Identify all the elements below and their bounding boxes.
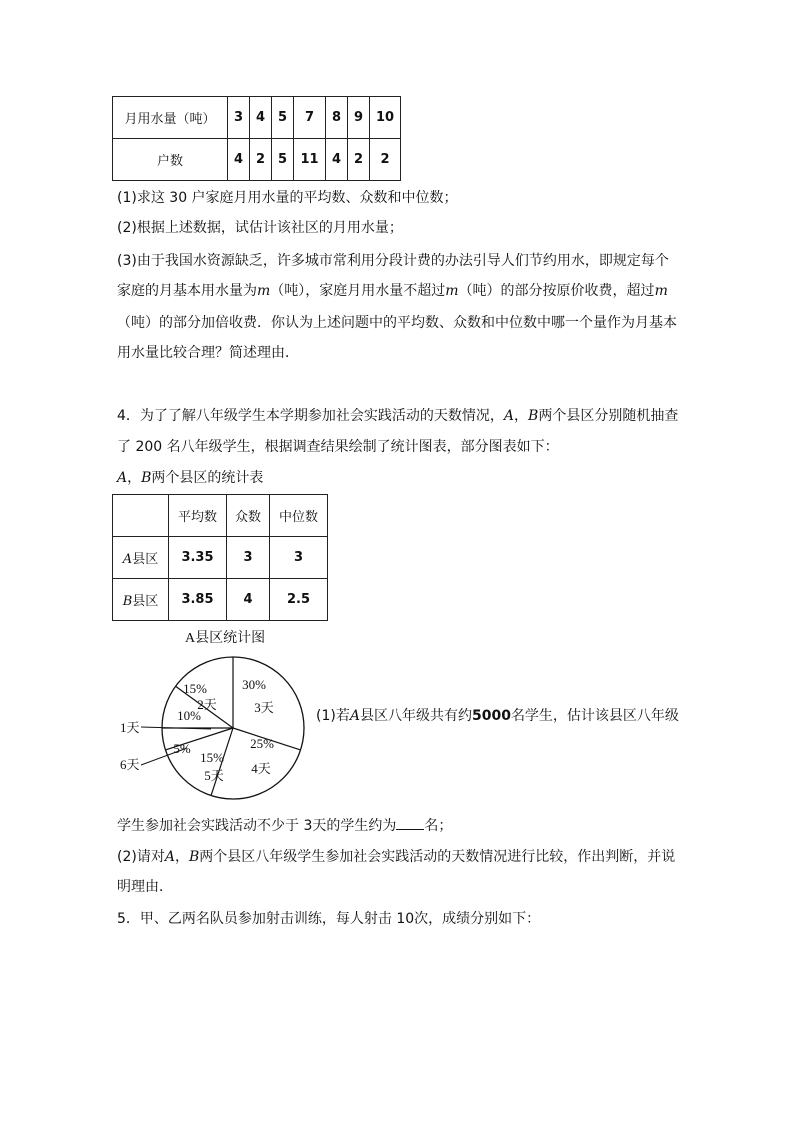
row-cell: 4 [326, 139, 348, 181]
q3-part3-line4: 用水量比较合理？简述理由． [117, 345, 299, 361]
q3-part3-line2: 家庭的月基本用水量为m（吨），家庭月用水量不超过m（吨）的部分按原价收费，超过m [117, 283, 668, 299]
table-row [113, 97, 401, 139]
pie-slice-pct: 15% [183, 681, 207, 696]
pie-slice-label: 5天 [204, 768, 224, 783]
q4-sub2-line2: 明理由． [117, 879, 173, 895]
pie-chart [105, 650, 315, 805]
pie-slice-label: 4天 [251, 761, 271, 776]
row-cell: 2 [250, 139, 272, 181]
q4-line1: 4．为了了解八年级学生本学期参加社会实践活动的天数情况，A，B两个县区分别随机抽查 [117, 408, 679, 424]
table-row [113, 537, 328, 579]
table-row [113, 579, 328, 621]
chart-title: A县区统计图 [185, 631, 266, 646]
county-label: B县区 [113, 579, 169, 621]
row-cell: 2 [348, 139, 370, 181]
header-cell: 9 [348, 97, 370, 139]
pie-slice-pct: 5% [173, 741, 191, 756]
row-label: 户数 [113, 139, 228, 181]
var-m: m [445, 283, 459, 299]
pie-slice-pct: 15% [200, 750, 224, 765]
median-cell: 2.5 [270, 579, 328, 621]
row-cell: 11 [294, 139, 326, 181]
median-cell: 3 [270, 537, 328, 579]
q3-part1: (1)求这 30 户家庭月用水量的平均数、众数和中位数； [117, 190, 458, 206]
q3-part3-line1: (3)由于我国水资源缺乏，许多城市常利用分段计费的办法引导人们节约用水，即规定每个 [117, 253, 669, 269]
header-mode: 众数 [227, 495, 270, 537]
header-cell: 4 [250, 97, 272, 139]
empty-cell [113, 495, 169, 537]
header-cell: 5 [272, 97, 294, 139]
row-cell: 4 [228, 139, 250, 181]
water-usage-table [112, 96, 401, 181]
county-stats-table [112, 494, 328, 621]
var-m: m [654, 283, 668, 299]
mean-cell: 3.85 [169, 579, 227, 621]
header-median: 中位数 [270, 495, 328, 537]
pie-slice-label: 1天 [120, 720, 140, 735]
header-cell: 3 [228, 97, 250, 139]
mode-cell: 3 [227, 537, 270, 579]
header-label: 月用水量（吨） [113, 97, 228, 139]
county-label: A县区 [113, 537, 169, 579]
header-cell: 8 [326, 97, 348, 139]
pie-slice-pct: 25% [250, 736, 274, 751]
q4-line2: 了 200 名八年级学生，根据调查结果绘制了统计图表，部分图表如下： [117, 439, 559, 455]
pie-slice-label: 2天 [197, 697, 217, 712]
q3-part2: (2)根据上述数据，试估计该社区的月用水量； [117, 220, 403, 236]
mean-cell: 3.35 [169, 537, 227, 579]
row-cell: 2 [370, 139, 401, 181]
answer-blank[interactable] [396, 815, 424, 830]
mode-cell: 4 [227, 579, 270, 621]
var-m: m [257, 283, 271, 299]
table-caption: A，B两个县区的统计表 [117, 470, 264, 486]
header-cell: 10 [370, 97, 401, 139]
pie-slice-pct: 10% [177, 708, 201, 723]
header-cell: 7 [294, 97, 326, 139]
table-row [113, 495, 328, 537]
q4-sub2-line1: (2)请对A，B两个县区八年级学生参加社会实践活动的天数情况进行比较，作出判断，并说 [117, 849, 676, 865]
q4-sub1-line1: (1)若A县区八年级共有约5000名学生，估计该县区八年级 [316, 708, 679, 724]
pie-slice-pct: 30% [242, 677, 266, 692]
pie-slice-label: 3天 [254, 700, 274, 715]
header-mean: 平均数 [169, 495, 227, 537]
q4-sub1-line2: 学生参加社会实践活动不少于 3天的学生约为 名； [117, 815, 452, 836]
pie-slice-label: 6天 [120, 757, 140, 772]
q5-line: 5．甲、乙两名队员参加射击训练，每人射击 10次，成绩分别如下： [117, 911, 541, 927]
row-cell: 5 [272, 139, 294, 181]
table-row [113, 139, 401, 181]
q3-part3-line3: （吨）的部分加倍收费．你认为上述问题中的平均数、众数和中位数中哪一个量作为月基本 [117, 315, 677, 331]
